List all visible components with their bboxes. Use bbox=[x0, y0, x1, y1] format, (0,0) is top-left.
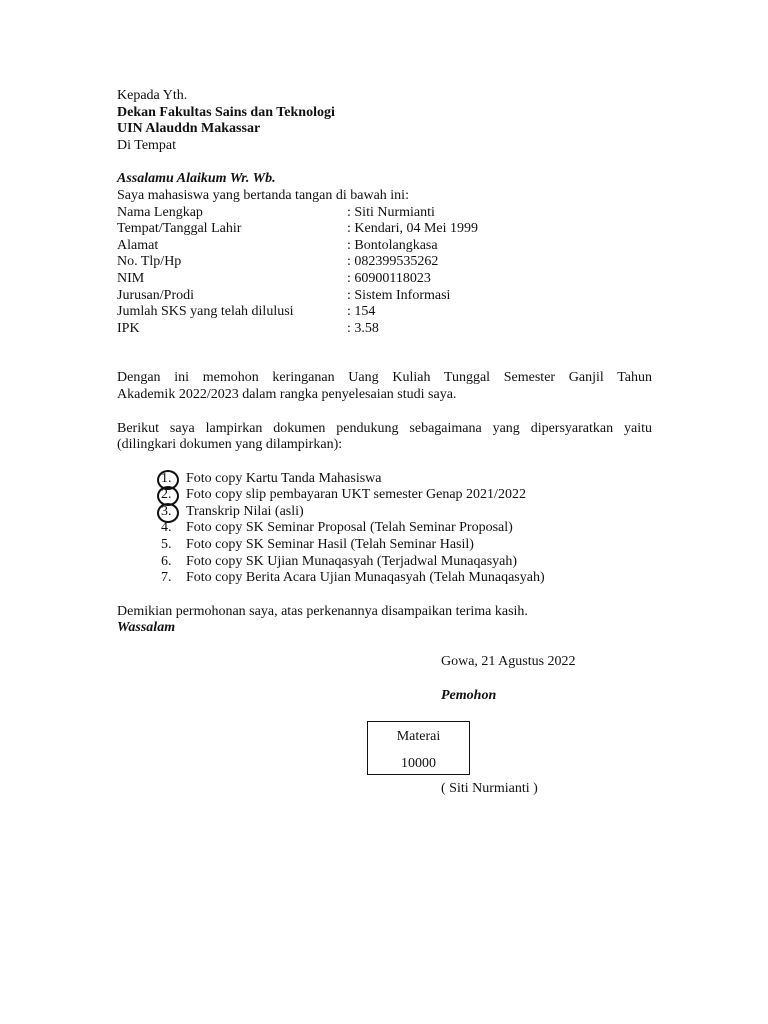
item-number: 5. bbox=[161, 537, 172, 553]
applicant-label: Pemohon bbox=[441, 687, 497, 703]
field-row bbox=[117, 238, 652, 255]
field-row bbox=[117, 288, 652, 305]
item-text: Foto copy SK Ujian Munaqasyah (Terjadwal Munaqasyah) bbox=[186, 553, 518, 569]
field-label: No. Tlp/Hp bbox=[117, 254, 182, 270]
field-value: : 60900118023 bbox=[347, 270, 431, 286]
field-value: : Kendari, 04 Mei 1999 bbox=[347, 221, 479, 237]
stamp-label: Materai bbox=[396, 729, 441, 744]
field-value: : Bontolangkasa bbox=[347, 237, 438, 253]
item-text: Foto copy SK Seminar Proposal (Telah Seminar Proposal) bbox=[186, 520, 513, 536]
item-number: 2. bbox=[161, 487, 172, 503]
list-item bbox=[161, 487, 652, 504]
list-item bbox=[161, 570, 652, 587]
list-item bbox=[161, 520, 652, 537]
list-item bbox=[161, 471, 652, 488]
field-value: : Sistem Informasi bbox=[347, 287, 451, 303]
request-line-2: Akademik 2022/2023 dalam rangka penyelesaian studi saya. bbox=[117, 386, 457, 402]
field-row bbox=[117, 304, 652, 321]
field-label: NIM bbox=[117, 270, 145, 286]
field-label: Jumlah SKS yang telah dilulusi bbox=[117, 304, 294, 320]
field-value: : 082399535262 bbox=[347, 254, 439, 270]
item-number: 1. bbox=[161, 470, 172, 486]
field-label: Tempat/Tanggal Lahir bbox=[117, 221, 242, 237]
field-label: IPK bbox=[117, 320, 140, 336]
signature-name: ( Siti Nurmianti ) bbox=[441, 781, 538, 796]
item-number: 7. bbox=[161, 570, 172, 586]
item-number: 3. bbox=[161, 503, 172, 519]
field-row bbox=[117, 321, 652, 338]
attachment-line-1: Berikut saya lampirkan dokumen pendukung sebagaimana yang dipersyaratkan yaitu bbox=[117, 420, 652, 436]
field-label: Nama Lengkap bbox=[117, 204, 203, 220]
field-label: Jurusan/Prodi bbox=[117, 287, 194, 303]
field-row bbox=[117, 271, 652, 288]
field-value: : Siti Nurmianti bbox=[347, 204, 435, 220]
item-text: Foto copy Kartu Tanda Mahasiswa bbox=[186, 470, 382, 486]
identity-fields bbox=[117, 205, 652, 338]
field-value: : 154 bbox=[347, 304, 376, 320]
item-number: 6. bbox=[161, 553, 172, 569]
recipient-place: Di Tempat bbox=[117, 137, 177, 153]
item-number: 4. bbox=[161, 520, 172, 536]
item-text: Foto copy Berita Acara Ujian Munaqasyah (Telah Munaqasyah) bbox=[186, 570, 545, 586]
field-value: : 3.58 bbox=[347, 320, 379, 336]
recipient-dean: Dekan Fakultas Sains dan Teknologi bbox=[117, 104, 335, 120]
stamp-value: 10000 bbox=[401, 756, 436, 771]
date-place: Gowa, 21 Agustus 2022 bbox=[441, 654, 576, 670]
list-item bbox=[161, 504, 652, 521]
field-label: Alamat bbox=[117, 237, 159, 253]
request-line-1: Dengan ini memohon keringanan Uang Kuliah Tunggal Semester Ganjil Tahun bbox=[117, 370, 652, 386]
attachment-line-2: (dilingkari dokumen yang dilampirkan): bbox=[117, 437, 343, 453]
item-text: Transkrip Nilai (asli) bbox=[186, 503, 304, 519]
wassalam: Wassalam bbox=[117, 620, 176, 636]
item-text: Foto copy SK Seminar Hasil (Telah Seminar Hasil) bbox=[186, 537, 474, 553]
recipient-line-1: Kepada Yth. bbox=[117, 88, 188, 103]
intro-text: Saya mahasiswa yang bertanda tangan di bawah ini: bbox=[117, 187, 409, 203]
field-row bbox=[117, 205, 652, 222]
list-item bbox=[161, 537, 652, 554]
item-text: Foto copy slip pembayaran UKT semester Genap 2021/2022 bbox=[186, 487, 526, 503]
closing-text: Demikian permohonan saya, atas perkenannya disampaikan terima kasih. bbox=[117, 603, 528, 619]
recipient-university: UIN Alauddn Makassar bbox=[117, 121, 261, 137]
field-row bbox=[117, 254, 652, 271]
greeting: Assalamu Alaikum Wr. Wb. bbox=[117, 171, 276, 187]
field-row bbox=[117, 221, 652, 238]
letter bbox=[117, 88, 652, 796]
list-item bbox=[161, 554, 652, 571]
materai-stamp-box bbox=[367, 721, 470, 775]
document-list bbox=[161, 471, 652, 587]
